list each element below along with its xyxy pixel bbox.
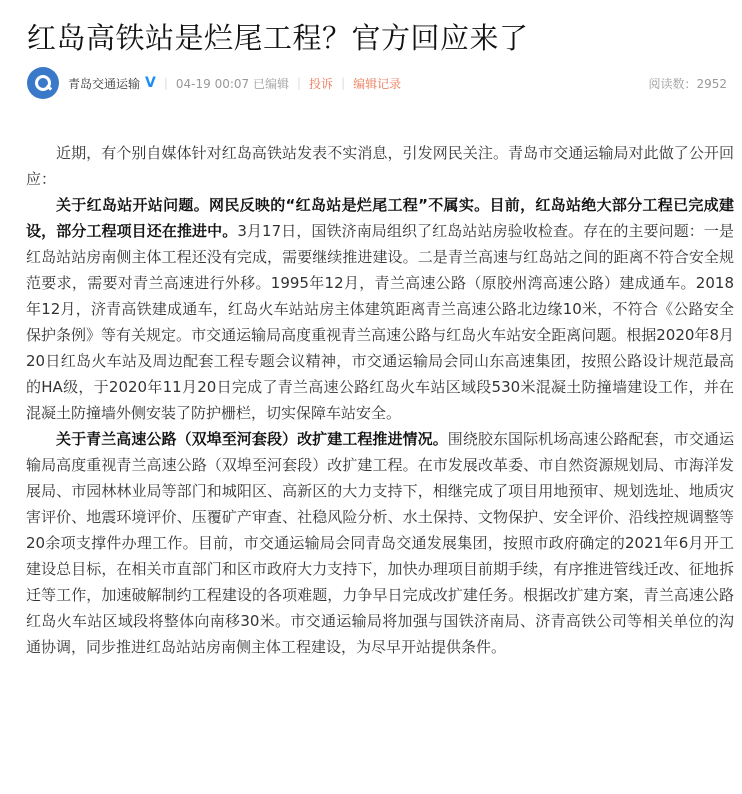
article-meta-bar [27, 66, 727, 100]
meta-divider: | [163, 76, 168, 90]
report-link[interactable]: 投诉 [309, 76, 334, 91]
article-paragraph [26, 140, 734, 192]
edit-history-link[interactable]: 编辑记录 [353, 76, 402, 91]
read-count: 阅读数：2952 [648, 76, 727, 91]
paragraph-text: 近期，有个别自媒体针对红岛高铁站发表不实消息，引发网民关注。青岛市交通运输局对此做了公开回应： [26, 144, 734, 188]
author-avatar[interactable] [27, 67, 59, 99]
article-body [26, 140, 734, 660]
author-name[interactable]: 青岛交通运输 [68, 76, 141, 91]
article-title: 红岛高铁站是烂尾工程？官方回应来了 [27, 21, 529, 55]
paragraph-bold-lead: 关于青兰高速公路（双埠至河套段）改扩建工程推进情况。 [56, 430, 448, 448]
meta-divider: | [297, 76, 302, 90]
article-paragraph [26, 192, 734, 426]
paragraph-bold-lead: 关于红岛站开站问题。网民反映的“红岛站是烂尾工程”不属实。目前，红岛站绝大部分工程已完成建设，部分工程项目还在推进中。 [26, 196, 734, 240]
paragraph-text: 3月17日，国铁济南局组织了红岛站站房验收检查。存在的主要问题：一是红岛站站房南侧主体工程还没有完成，需要继续推进建设。二是青兰高速与红岛站之间的距离不符合安全规范要求，需要对青兰高速进行外移。1995年12月，青兰高速公路（原胶州湾高速公路）建成通车。2018年12月，济青高铁建成通车，红岛火车站站房主体建筑距离青兰高速公路北边缘10米，不符合《公路安全保护条例》等有关规定。市交通运输局高度重视青兰高速公路与红岛火车站安全距离问题。根据2020年8月20日红岛火车站及周边配套工程专题会议精神，市交通运输局会同山东高速集团，按照公路设计规范最高的HA级，于2020年11月20日完成了青兰高速公路红岛火车站区域段530米混凝土防撞墙建设工作，并在混凝土防撞墙外侧安装了防护栅栏，切实保障车站安全。 [26, 222, 734, 422]
publish-time: 04-19 00:07 已编辑 [175, 76, 289, 91]
meta-divider: | [341, 76, 346, 90]
verified-icon: V [145, 75, 156, 91]
paragraph-text: 围绕胶东国际机场高速公路配套，市交通运输局高度重视青兰高速公路（双埠至河套段）改扩建工程。在市发展改革委、市自然资源规划局、市海洋发展局、市园林林业局等部门和城阳区、高新区的大力支持下，相继完成了项目用地预审、规划选址、地质灾害评价、地震环境评价、压覆矿产审查、社稳风险分析、水土保持、文物保护、安全评价、沿线控规调整等20余项支撑件办理工作。目前，市交通运输局会同青岛交通发展集团，按照市政府确定的2021年6月开工建设总目标，在相关市直部门和区市政府大力支持下，加快办理项目前期手续，有序推进管线迁改、征地拆迁等工作，加速破解制约工程建设的各项难题，力争早日完成改扩建任务。根据改扩建方案，青兰高速公路红岛火车站区域段将整体向南移30米。市交通运输局将加强与国铁济南局、济青高铁公司等相关单位的沟通协调，同步推进红岛站站房南侧主体工程建设，为尽早开站提供条件。 [26, 430, 734, 656]
article-paragraph [26, 426, 734, 660]
